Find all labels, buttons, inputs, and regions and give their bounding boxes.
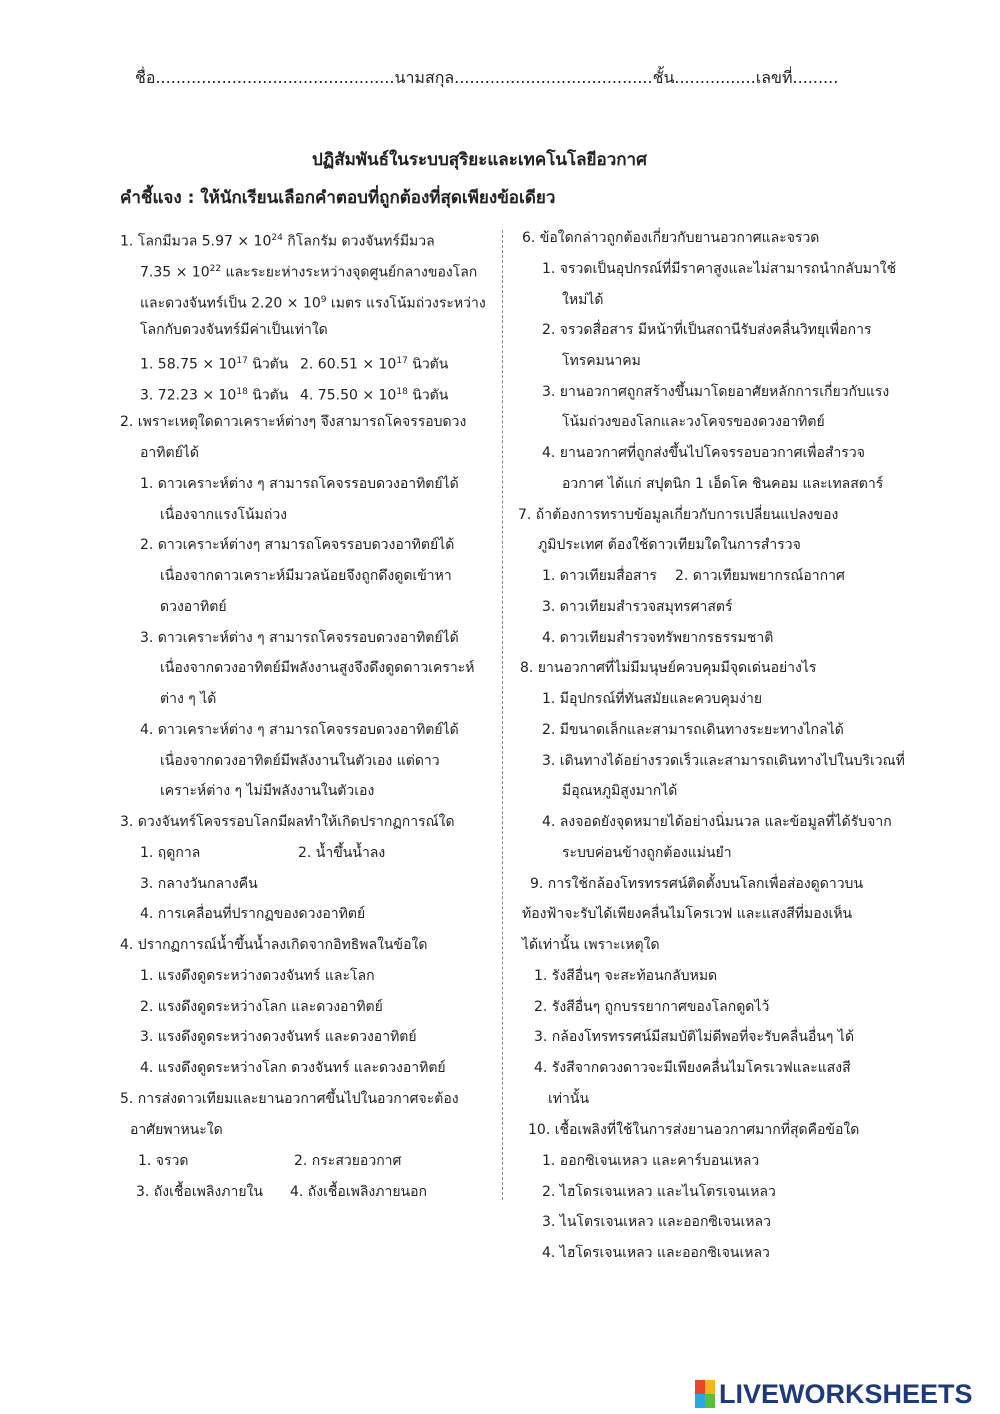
question-5-choice-3[interactable]: 3. ถังเชื้อเพลิงภายใน: [136, 1184, 263, 1200]
question-6-choice-2[interactable]: 2. จรวดสื่อสาร มีหน้าที่เป็นสถานีรับส่งคลื่นวิทยุเพื่อการ: [542, 322, 872, 338]
question-2-choice-1-cont: เนื่องจากแรงโน้มถ่วง: [160, 507, 288, 523]
question-10-choice-3[interactable]: 3. ไนโตรเจนเหลว และออกซิเจนเหลว: [542, 1214, 771, 1230]
instruction: คำชี้แจง : ให้นักเรียนเลือกคำตอบที่ถูกต้องที่สุดเพียงข้อเดียว: [120, 188, 556, 208]
question-3-choice-2[interactable]: 2. น้ำขึ้นน้ำลง: [298, 845, 386, 861]
question-8-choice-3-cont: มีอุณหภูมิสูงมากได้: [562, 783, 678, 799]
column-divider: [502, 230, 503, 1200]
question-3-choice-4[interactable]: 4. การเคลื่อนที่ปรากฏของดวงอาทิตย์: [140, 906, 366, 922]
liveworksheets-logo-icon: [695, 1380, 715, 1408]
question-7-stem: 7. ถ้าต้องการทราบข้อมูลเกี่ยวกับการเปลี่ยนแปลงของ: [518, 507, 839, 523]
question-4-choice-2[interactable]: 2. แรงดึงดูดระหว่างโลก และดวงอาทิตย์: [140, 999, 383, 1015]
question-2-choice-1[interactable]: 1. ดาวเคราะห์ต่าง ๆ สามารถโคจรรอบดวงอาทิตย์ได้: [140, 476, 459, 492]
question-7-choice-1[interactable]: 1. ดาวเทียมสื่อสาร: [542, 568, 657, 584]
question-7-choice-2[interactable]: 2. ดาวเทียมพยากรณ์อากาศ: [675, 568, 845, 584]
question-5-choice-1[interactable]: 1. จรวด: [138, 1153, 189, 1169]
question-9-choice-1[interactable]: 1. รังสีอื่นๆ จะสะท้อนกลับหมด: [534, 968, 718, 984]
question-1-choice-1[interactable]: 1. $58.75 \times 10^{17}$ นิวตัน: [140, 356, 289, 373]
question-3-stem: 3. ดวงจันทร์โคจรรอบโลกมีผลทำให้เกิดปรากฏการณ์ใด: [120, 814, 455, 830]
question-8-choice-2[interactable]: 2. มีขนาดเล็กและสามารถเดินทางระยะทางไกลได้: [542, 722, 844, 738]
question-2-choice-3-cont: เนื่องจากดวงอาทิตย์มีพลังงานสูงจึงดึงดูดดาวเคราะห์: [160, 660, 475, 676]
logo-square-3: [695, 1394, 705, 1408]
question-1-line-2: $7.35 \times 10^{22}$ และระยะห่างระหว่างจุดศูนย์กลางของโลก: [140, 264, 478, 281]
question-6-choice-3-cont: โน้มถ่วงของโลกและวงโคจรของดวงอาทิตย์: [562, 414, 825, 430]
question-9-choice-3[interactable]: 3. กล้องโทรทรรศน์มีสมบัติไม่ดีพอที่จะรับคลื่นอื่นๆ ได้: [534, 1029, 855, 1045]
question-2-choice-4[interactable]: 4. ดาวเคราะห์ต่าง ๆ สามารถโคจรรอบดวงอาทิตย์ได้: [140, 722, 459, 738]
question-6-choice-2-cont: โทรคมนาคม: [562, 353, 641, 369]
question-9-stem: ได้เท่านั้น เพราะเหตุใด: [522, 937, 660, 953]
question-8-choice-1[interactable]: 1. มีอุปกรณ์ที่ทันสมัยและควบคุมง่าย: [542, 691, 763, 707]
question-5-stem: อาศัยพาหนะใด: [130, 1122, 223, 1138]
question-2-stem: อาทิตย์ได้: [140, 445, 199, 461]
question-2-choice-2-cont: เนื่องจากดาวเคราะห์มีมวลน้อยจึงถูกดึงดูดเข้าหา: [160, 568, 452, 584]
question-10-stem: 10. เชื้อเพลิงที่ใช้ในการส่งยานอวกาศมากที่สุดคือข้อใด: [528, 1122, 860, 1138]
question-6-choice-4[interactable]: 4. ยานอวกาศที่ถูกส่งขึ้นไปโคจรรอบอวกาศเพื่อสำรวจ: [542, 445, 865, 461]
question-1-choice-4[interactable]: 4. $75.50 \times 10^{18}$ นิวตัน: [300, 387, 449, 404]
logo-square-2: [705, 1380, 715, 1394]
question-6-stem: 6. ข้อใดกล่าวถูกต้องเกี่ยวกับยานอวกาศและจรวด: [522, 230, 820, 246]
question-7-choice-4[interactable]: 4. ดาวเทียมสำรวจทรัพยากรธรรมชาติ: [542, 630, 774, 646]
question-9-choice-4-cont: เท่านั้น: [548, 1091, 590, 1107]
question-1-choice-2[interactable]: 2. $60.51 \times 10^{17}$ นิวตัน: [300, 356, 449, 373]
question-6-choice-1-cont: ใหม่ได้: [562, 292, 604, 308]
question-7-stem: ภูมิประเทศ ต้องใช้ดาวเทียมใดในการสำรวจ: [538, 537, 801, 553]
question-6-choice-1[interactable]: 1. จรวดเป็นอุปกรณ์ที่มีราคาสูงและไม่สามารถนำกลับมาใช้: [542, 261, 897, 277]
question-8-choice-4[interactable]: 4. ลงจอดยังจุดหมายได้อย่างนิ่มนวล และข้อมูลที่ได้รับจาก: [542, 814, 892, 830]
question-2-choice-2-cont: ดวงอาทิตย์: [160, 599, 227, 615]
question-2-choice-4-cont: เนื่องจากดวงอาทิตย์มีพลังงานในตัวเอง แต่ดาว: [160, 753, 440, 769]
question-2-choice-3[interactable]: 3. ดาวเคราะห์ต่าง ๆ สามารถโคจรรอบดวงอาทิตย์ได้: [140, 630, 459, 646]
student-info-line: ชื่อ...............................................นามสกุล.......................................ชั้น................เลขที่.........: [135, 68, 839, 87]
question-4-choice-3[interactable]: 3. แรงดึงดูดระหว่างดวงจันทร์ และดวงอาทิตย์: [140, 1029, 417, 1045]
question-3-choice-1[interactable]: 1. ฤดูกาล: [140, 845, 201, 861]
question-8-stem: 8. ยานอวกาศที่ไม่มีมนุษย์ควบคุมมีจุดเด่นอย่างไร: [520, 660, 817, 676]
question-1-line-3: และดวงจันทร์เป็น $2.20 \times 10^9$ เมตร แรงโน้มถ่วงระหว่าง: [140, 295, 486, 312]
question-2-stem: 2. เพราะเหตุใดดาวเคราะห์ต่างๆ จึงสามารถโคจรรอบดวง: [120, 414, 467, 430]
question-9-stem: ท้องฟ้าจะรับได้เพียงคลื่นไมโครเวฟ และแสงสีที่มองเห็น: [522, 906, 853, 922]
question-8-choice-4-cont: ระบบค่อนข้างถูกต้องแม่นยำ: [562, 845, 732, 861]
question-4-choice-4[interactable]: 4. แรงดึงดูดระหว่างโลก ดวงจันทร์ และดวงอาทิตย์: [140, 1060, 446, 1076]
logo-text: LIVEWORKSHEETS: [719, 1378, 973, 1409]
question-10-choice-2[interactable]: 2. ไฮโดรเจนเหลว และไนโตรเจนเหลว: [542, 1184, 776, 1200]
question-9-stem: 9. การใช้กล้องโทรทรรศน์ติดตั้งบนโลกเพื่อส่องดูดาวบน: [530, 876, 864, 892]
question-10-choice-4[interactable]: 4. ไฮโดรเจนเหลว และออกซิเจนเหลว: [542, 1245, 770, 1261]
page-title: ปฏิสัมพันธ์ในระบบสุริยะและเทคโนโลยีอวกาศ: [312, 150, 647, 170]
question-1-line-1: 1. โลกมีมวล $5.97 \times 10^{24}$ กิโลกรัม ดวงจันทร์มีมวล: [120, 233, 435, 250]
question-8-choice-3[interactable]: 3. เดินทางได้อย่างรวดเร็วและสามารถเดินทางไปในบริเวณที่: [542, 753, 905, 769]
liveworksheets-logo[interactable]: [695, 1374, 973, 1414]
question-9-choice-2[interactable]: 2. รังสีอื่นๆ ถูกบรรยากาศของโลกดูดไว้: [534, 999, 770, 1015]
question-5-stem: 5. การส่งดาวเทียมและยานอวกาศขึ้นไปในอวกาศจะต้อง: [120, 1091, 459, 1107]
question-2-choice-3-cont: ต่าง ๆ ได้: [160, 691, 217, 707]
logo-square-1: [695, 1380, 705, 1394]
question-4-stem: 4. ปรากฏการณ์น้ำขึ้นน้ำลงเกิดจากอิทธิพลในข้อใด: [120, 937, 428, 953]
logo-square-4: [705, 1394, 715, 1408]
question-2-choice-2[interactable]: 2. ดาวเคราะห์ต่างๆ สามารถโคจรรอบดวงอาทิตย์ได้: [140, 537, 455, 553]
question-1-line-4: โลกกับดวงจันทร์มีค่าเป็นเท่าใด: [140, 322, 328, 338]
question-4-choice-1[interactable]: 1. แรงดึงดูดระหว่างดวงจันทร์ และโลก: [140, 968, 375, 984]
question-10-choice-1[interactable]: 1. ออกซิเจนเหลว และคาร์บอนเหลว: [542, 1153, 760, 1169]
question-6-choice-3[interactable]: 3. ยานอวกาศถูกสร้างขึ้นมาโดยอาศัยหลักการเกี่ยวกับแรง: [542, 384, 890, 400]
question-2-choice-4-cont: เคราะห์ต่าง ๆ ไม่มีพลังงานในตัวเอง: [160, 783, 375, 799]
question-1-choice-3[interactable]: 3. $72.23 \times 10^{18}$ นิวตัน: [140, 387, 289, 404]
question-5-choice-4[interactable]: 4. ถังเชื้อเพลิงภายนอก: [290, 1184, 427, 1200]
question-7-choice-3[interactable]: 3. ดาวเทียมสำรวจสมุทรศาสตร์: [542, 599, 733, 615]
question-5-choice-2[interactable]: 2. กระสวยอวกาศ: [294, 1153, 402, 1169]
question-6-choice-4-cont: อวกาศ ได้แก่ สปุตนิก 1 เอ็ดโค ชินคอม และเทลสตาร์: [562, 476, 884, 492]
question-3-choice-3[interactable]: 3. กลางวันกลางคืน: [140, 876, 258, 892]
question-9-choice-4[interactable]: 4. รังสีจากดวงดาวจะมีเพียงคลื่นไมโครเวฟและแสงสี: [534, 1060, 851, 1076]
